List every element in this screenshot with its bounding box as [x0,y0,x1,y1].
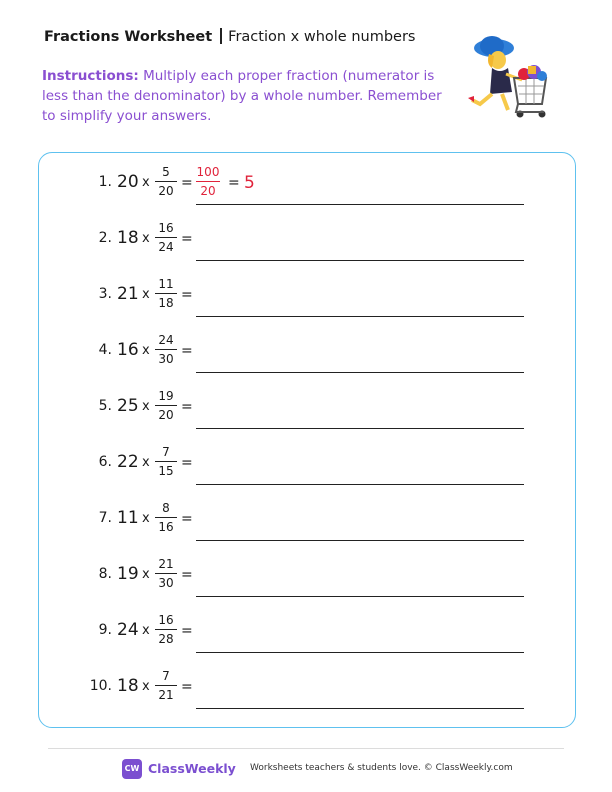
problem-number: 10. [89,678,112,694]
multiply-sign: x [142,679,150,694]
fraction-bar [155,629,177,630]
instructions-lead: Instructions: [42,68,139,84]
problem-row [0,388,612,444]
numerator: 16 [158,221,174,235]
answer-line[interactable] [196,428,524,429]
fraction [155,221,177,254]
footer-divider [48,748,564,749]
footer-tagline: Worksheets teachers & students love. © ClassWeekly.com [250,763,513,773]
fraction-bar [155,405,177,406]
multiply-sign: x [142,399,150,414]
answer-line[interactable] [196,372,524,373]
whole-number: 18 [117,228,139,248]
problem-row [0,668,612,724]
fraction [155,445,177,478]
numerator: 5 [162,165,170,179]
numerator: 8 [162,501,170,515]
equals-sign: = [181,623,193,639]
answer-fraction-bar [196,181,220,182]
brand-name: ClassWeekly [148,761,236,776]
multiply-sign: x [142,343,150,358]
multiply-sign: x [142,511,150,526]
whole-number: 22 [117,452,139,472]
equals-sign: = [181,511,193,527]
answer-line[interactable] [196,596,524,597]
answer-line[interactable] [196,204,524,205]
problem-number: 8. [98,566,112,582]
denominator: 20 [158,408,174,422]
fraction-bar [155,293,177,294]
problem-row [0,220,612,276]
classweekly-logo-icon: CW [122,759,142,779]
denominator: 20 [158,184,174,198]
answer-line[interactable] [196,260,524,261]
equals-sign: = [181,343,193,359]
footer [0,759,612,781]
whole-number: 18 [117,676,139,696]
equals-sign: = [181,231,193,247]
instructions-text: Multiply each proper fraction (numerator is less than the denominator) by a whole number. Remember to simplify your answers. [42,68,442,124]
problem-number: 6. [98,454,112,470]
answer-line[interactable] [196,540,524,541]
equals-sign: = [181,679,193,695]
denominator: 21 [158,688,174,702]
worksheet-subtitle: Fraction x whole numbers [228,29,416,45]
fraction-bar [155,573,177,574]
fraction-bar [155,237,177,238]
problem-number: 5. [98,398,112,414]
multiply-sign: x [142,175,150,190]
fraction-bar [155,685,177,686]
problem-number: 1. [98,174,112,190]
answer-equals-sign: = [228,175,240,191]
numerator: 16 [158,613,174,627]
numerator: 7 [162,445,170,459]
denominator: 30 [158,576,174,590]
fraction [155,501,177,534]
numerator: 24 [158,333,174,347]
fraction-bar [155,517,177,518]
answer-line[interactable] [196,708,524,709]
problem-number: 4. [98,342,112,358]
whole-number: 24 [117,620,139,640]
fraction [155,165,177,198]
denominator: 24 [158,240,174,254]
denominator: 28 [158,632,174,646]
problem-row [0,612,612,668]
problem-number: 7. [98,510,112,526]
title-separator [220,28,222,44]
numerator: 21 [158,557,174,571]
fraction-bar [155,181,177,182]
denominator: 18 [158,296,174,310]
problem-row [0,276,612,332]
numerator: 7 [162,669,170,683]
equals-sign: = [181,175,193,191]
fraction [155,613,177,646]
problem-row [0,444,612,500]
problem-row [0,556,612,612]
fraction [155,389,177,422]
fraction [155,277,177,310]
numerator: 11 [158,277,174,291]
problem-number: 9. [98,622,112,638]
equals-sign: = [181,399,193,415]
equals-sign: = [181,567,193,583]
numerator: 19 [158,389,174,403]
whole-number: 21 [117,284,139,304]
problem-number: 3. [98,286,112,302]
answer-fraction [196,165,220,198]
whole-number: 11 [117,508,139,528]
multiply-sign: x [142,623,150,638]
problem-row [0,500,612,556]
fraction [155,557,177,590]
problem-number: 2. [98,230,112,246]
multiply-sign: x [142,231,150,246]
equals-sign: = [181,455,193,471]
answer-line[interactable] [196,484,524,485]
answer-line[interactable] [196,652,524,653]
shopper-with-cart-icon [462,34,550,124]
denominator: 30 [158,352,174,366]
denominator: 15 [158,464,174,478]
equals-sign: = [181,287,193,303]
whole-number: 20 [117,172,139,192]
whole-number: 16 [117,340,139,360]
answer-value: 5 [244,173,255,193]
whole-number: 19 [117,564,139,584]
fraction-bar [155,461,177,462]
multiply-sign: x [142,287,150,302]
fraction [155,669,177,702]
worksheet-title: Fractions Worksheet [44,29,213,45]
instructions [42,66,442,126]
denominator: 16 [158,520,174,534]
answer-denominator: 20 [200,184,216,198]
whole-number: 25 [117,396,139,416]
fraction [155,333,177,366]
problem-row [0,332,612,388]
answer-line[interactable] [196,316,524,317]
fraction-bar [155,349,177,350]
multiply-sign: x [142,455,150,470]
multiply-sign: x [142,567,150,582]
worksheet-header [44,28,415,45]
answer-numerator: 100 [196,165,220,179]
problem-row [0,164,612,220]
